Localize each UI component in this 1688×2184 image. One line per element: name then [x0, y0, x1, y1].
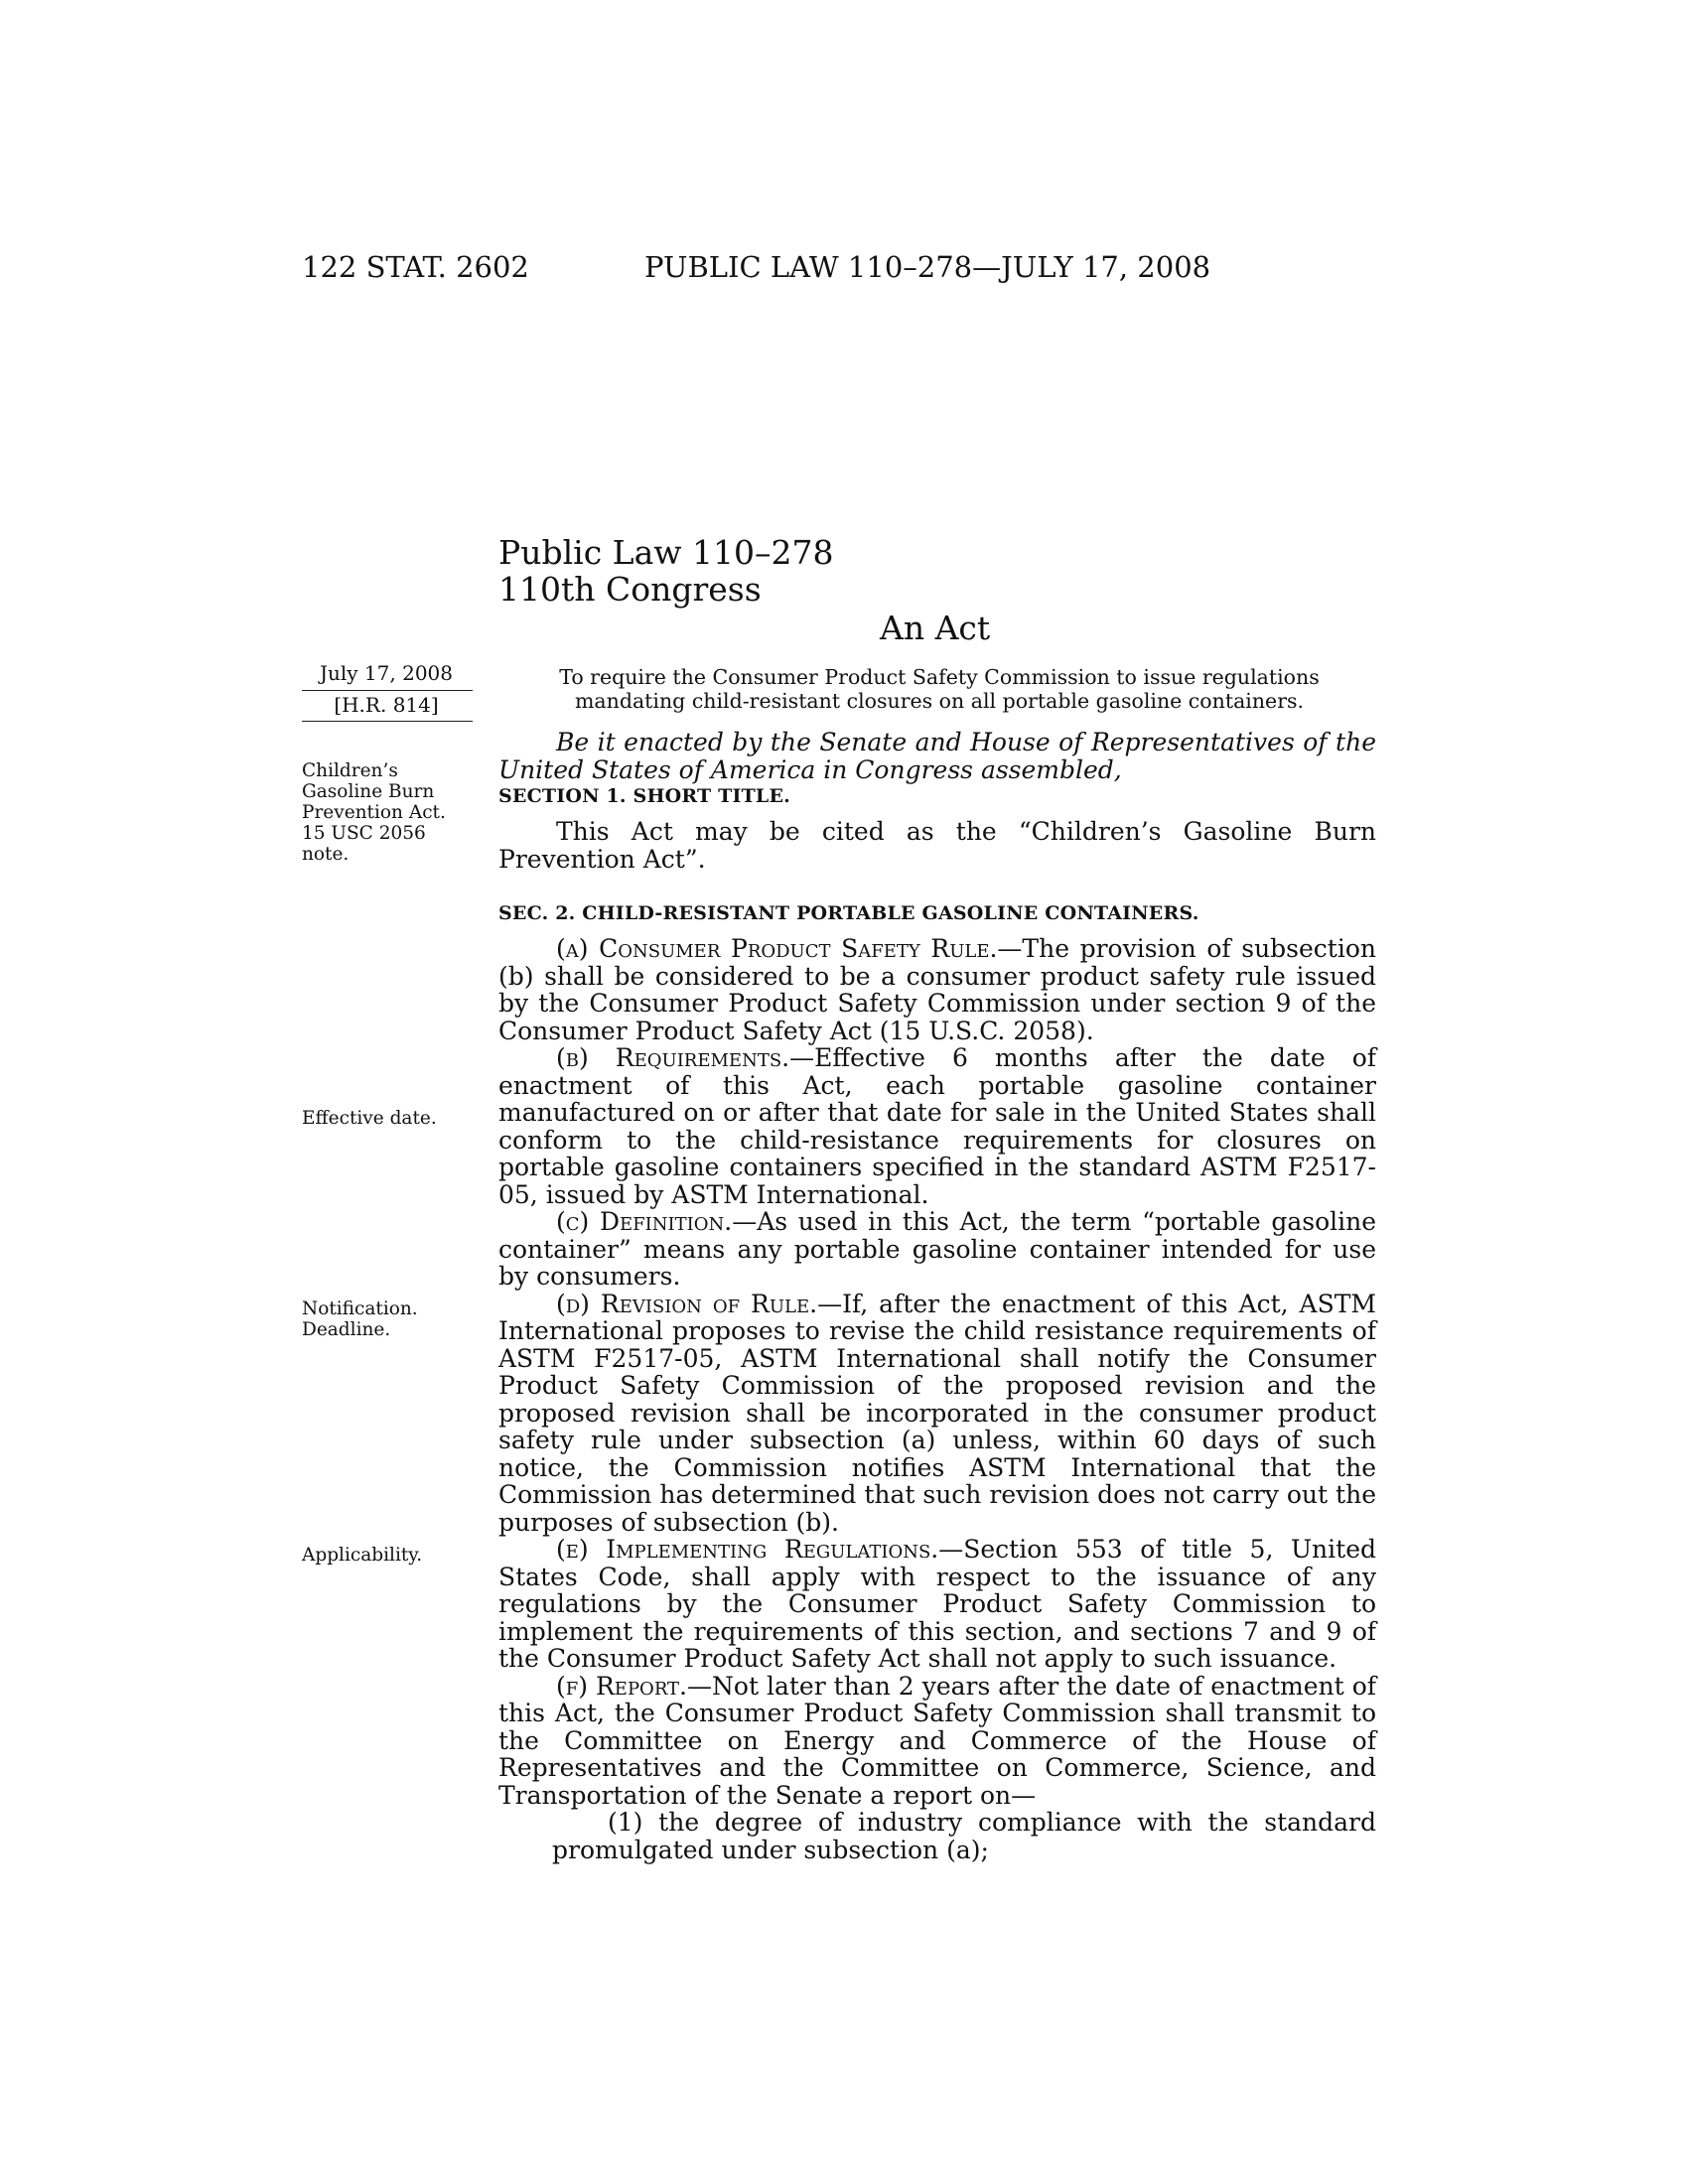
subsection-c-label: (c) Definition.: [556, 1207, 733, 1236]
subsection-f: [498, 1673, 1376, 1810]
subsection-f-label: (f) Report.: [556, 1671, 688, 1701]
section-2: [498, 901, 1376, 1863]
section-1-text: This Act may be cited as the “Children’s Gasoline Burn Prevention Act”.: [498, 817, 1376, 874]
subsection-e: [498, 1536, 1376, 1673]
law-number: Public Law 110–278: [498, 533, 834, 572]
bill-number: [H.R. 814]: [334, 693, 439, 717]
subsection-a: [498, 935, 1376, 1044]
enacting-clause-text: Be it enacted by the Senate and House of Representatives of the United States of America in Congress assembled,: [498, 728, 1376, 784]
congress: 110th Congress: [498, 570, 762, 609]
subsection-b-text: —Effective 6 months after the date of enactment of this Act, each portable gasoline container manufactured on or after that date for sale in the United States shall conform to the child-resistance requirements for closures on portable gasoline containers specified in the standard ASTM F2517-05, issued by ASTM International.: [498, 1043, 1376, 1209]
margin-rule-bottom: [302, 721, 473, 722]
section-1-heading: SECTION 1. SHORT TITLE.: [498, 785, 790, 807]
subsection-e-text: —Section 553 of title 5, United States Code, shall apply with respect to the issuance of any regulations by the Consumer Product Safety Commission to implement the requirements of this section, and sections 7 and 9 of the Consumer Product Safety Act shall not apply to such issuance.: [498, 1535, 1376, 1673]
section-1: [498, 784, 1376, 873]
subsection-c-text: —As used in this Act, the term “portable gasoline container” means any portable gasoline container intended for use by consumers.: [498, 1207, 1377, 1291]
subsection-a-text: —The provision of subsection (b) shall be considered to be a consumer product safety rule issued by the Consumer Product Safety Commission under section 9 of the Consumer Product Safety Act (15 U.S.C. 2058).: [498, 934, 1376, 1045]
margin-rule-top: [302, 690, 473, 691]
running-title: PUBLIC LAW 110–278—JULY 17, 2008: [644, 250, 1211, 284]
subsection-d-label: (d) Revision of Rule.: [556, 1289, 818, 1318]
stat-reference: 122 STAT. 2602: [302, 250, 529, 284]
paragraph-f1: (1) the degree of industry compliance with the standard promulgated under subsection (a);: [552, 1808, 1376, 1864]
margin-note-short-title: Children’s Gasoline Burn Prevention Act. 15 USC 2056 note.: [302, 760, 446, 865]
title-block: [498, 534, 833, 608]
subsection-e-label: (e) Implementing Regulations.: [556, 1535, 939, 1564]
subsection-d: [498, 1291, 1376, 1537]
subsection-b: [498, 1044, 1376, 1208]
margin-note-effective-date: Effective date.: [302, 1108, 437, 1129]
subsection-c: [498, 1208, 1376, 1291]
enactment-date: July 17, 2008: [319, 661, 453, 685]
margin-note-applicability: Applicability.: [302, 1545, 423, 1566]
act-label: An Act: [880, 609, 991, 647]
subsection-f-text: —Not later than 2 years after the date of enactment of this Act, the Consumer Product Safety Commission shall transmit to the Committee on Energy and Commerce of the House of Representatives and the Committee on Commerce, Science, and Transportation of the Senate a report on—: [498, 1671, 1376, 1810]
margin-note-notification: Notification. Deadline.: [302, 1298, 418, 1340]
act-purpose: To require the Consumer Product Safety Commission to issue regulations mandating child-resistant closures on all portable gasoline containers.: [559, 665, 1320, 713]
subsection-d-text: —If, after the enactment of this Act, ASTM International proposes to revise the child resistance requirements of ASTM F2517-05, ASTM International shall notify the Consumer Product Safety Commission of the proposed revision and the proposed revision shall be incorporated in the consumer product safety rule under subsection (a) unless, within 60 days of such notice, the Commission notifies ASTM International that the Commission has determined that such revision does not carry out the purposes of subsection (b).: [498, 1289, 1376, 1537]
subsection-b-label: (b) Requirements.: [556, 1043, 790, 1072]
section-2-heading: SEC. 2. CHILD-RESISTANT PORTABLE GASOLINE CONTAINERS.: [498, 902, 1199, 924]
enacting-clause: [498, 729, 1376, 783]
subsection-a-label: (a) Consumer Product Safety Rule.: [556, 934, 998, 963]
